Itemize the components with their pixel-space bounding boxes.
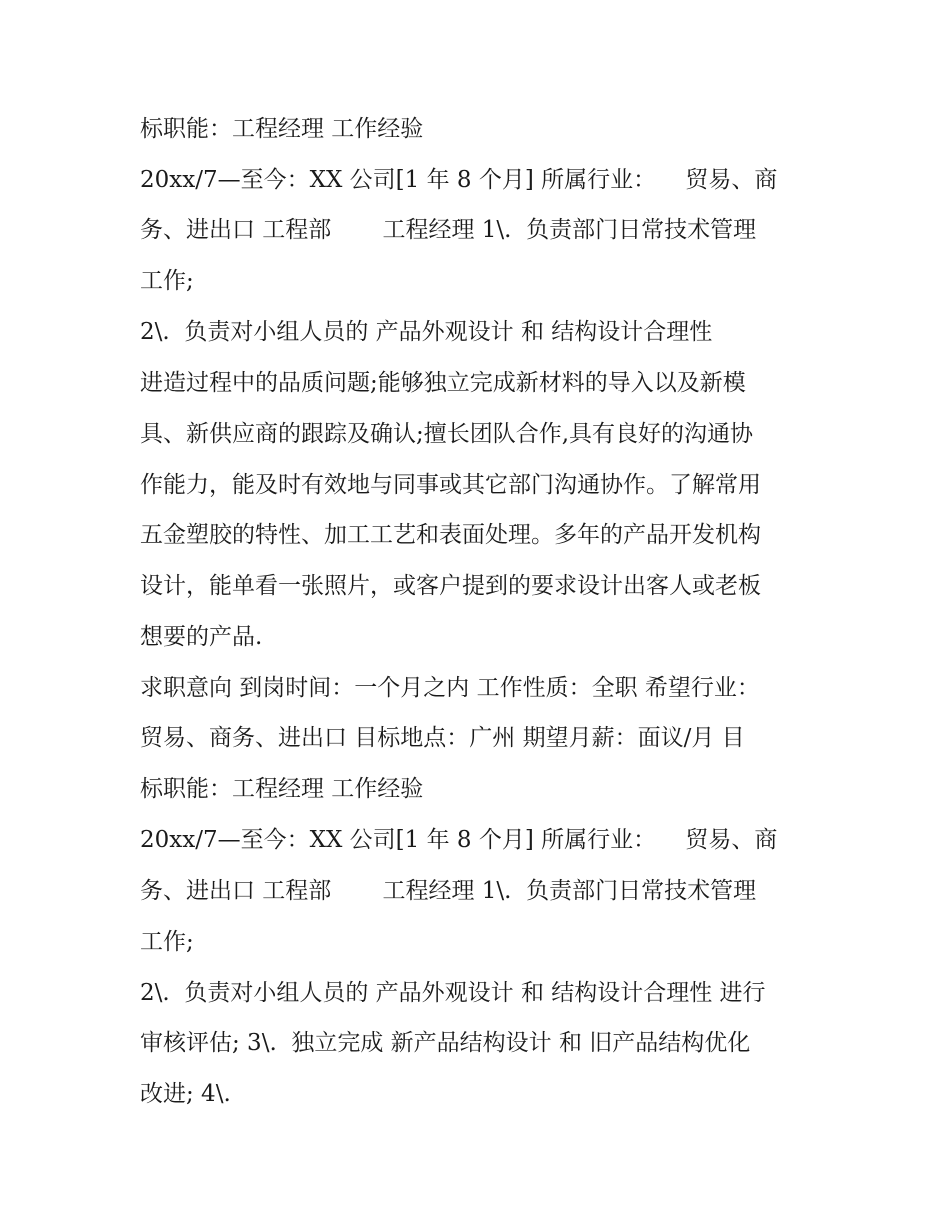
text-line: 标职能：工程经理 工作经验 — [140, 116, 424, 142]
text-line: 20xx/7—至今：XX 公司[1 年 8 个月] 所属行业： 贸易、商 — [140, 167, 778, 193]
text-line: 作能力，能及时有效地与同事或其它部门沟通协作。了解常用 — [140, 472, 761, 498]
text-line: 想要的产品. — [140, 624, 263, 650]
text-line: 务、进出口 工程部 工程经理 1\. 负责部门日常技术管理 — [140, 217, 757, 243]
text-line: 具、新供应商的跟踪及确认;擅长团队合作,具有良好的沟通协 — [140, 421, 754, 447]
text-line: 工作; — [140, 268, 194, 294]
text-line: 审核评估; 3\. 独立完成 新产品结构设计 和 旧产品结构优化 — [140, 1030, 751, 1056]
text-line: 2\. 负责对小组人员的 产品外观设计 和 结构设计合理性 进行 — [140, 980, 766, 1006]
text-line: 20xx/7—至今：XX 公司[1 年 8 个月] 所属行业： 贸易、商 — [140, 827, 778, 853]
text-line: 设计，能单看一张照片，或客户提到的要求设计出客人或老板 — [140, 573, 761, 599]
text-line: 求职意向 到岗时间：一个月之内 工作性质：全职 希望行业： — [140, 675, 760, 701]
text-line: 工作; — [140, 929, 194, 955]
text-line: 改进; 4\. — [140, 1081, 231, 1107]
text-line: 2\. 负责对小组人员的 产品外观设计 和 结构设计合理性 — [140, 319, 713, 345]
text-line: 务、进出口 工程部 工程经理 1\. 负责部门日常技术管理 — [140, 878, 757, 904]
text-line: 标职能：工程经理 工作经验 — [140, 776, 424, 802]
text-line: 进造过程中的品质问题;能够独立完成新材料的导入以及新模 — [140, 370, 746, 396]
text-line: 五金塑胶的特性、加工工艺和表面处理。多年的产品开发机构 — [140, 522, 761, 548]
text-line: 贸易、商务、进出口 目标地点：广州 期望月薪：面议/月 目 — [140, 725, 745, 751]
